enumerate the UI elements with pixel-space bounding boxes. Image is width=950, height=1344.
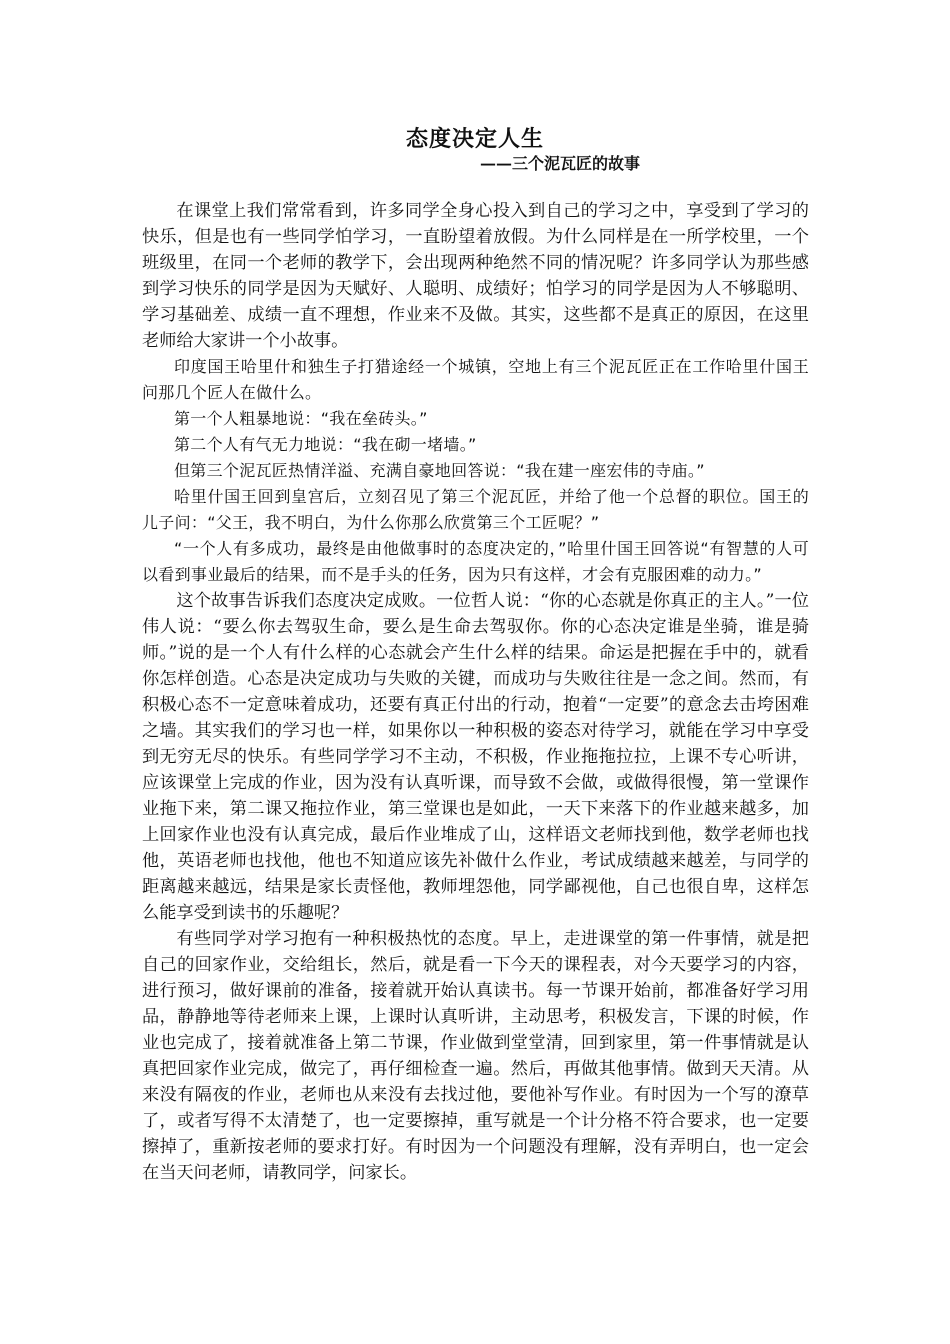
paragraph-lesson: 这个故事告诉我们态度决定成败。一位哲人说：“你的心态就是你真正的主人。”一位伟人说：“要么你去驾驭生命，要么是生命去驾驭你。你的心态决定谁是坐骑，谁是骑师。”说的是一个人有什么样的心态就会产生什么样的结果。命运是把握在手中的，就看你怎样创造。心态是决定成功与失败的关键，而成功与失败往往是一念之间。然而，有积极心态不一定意味着成功，还要有真正付出的行动，抱着“一定要”的意念去击垮困难之墙。其实我们的学习也一样，如果你以一种积极的姿态对待学习，就能在学习中享受到无穷无尽的快乐。有些同学学习不主动，不积极，作业拖拖拉拉，上课不专心听讲，应该课堂上完成的作业，因为没有认真听课，而导致不会做，或做得很慢，第一堂课作业拖下来，第二课又拖拉作业，第三堂课也是如此，一天下来落下的作业越来越多，加上回家作业也没有认真完成，最后作业堆成了山，这样语文老师找到他，数学老师也找他，英语老师也找他，他也不知道应该先补做什么作业，考试成绩越来越差，与同学的距离越来越远，结果是家长责怪他，教师埋怨他，同学鄙视他，自己也很自卑，这样怎么能享受到读书的乐趣呢？ [142, 591, 809, 923]
paragraph-positive-attitude: 有些同学对学习抱有一种积极热忱的态度。早上，走进课堂的第一件事情，就是把自己的回家作业，交给组长，然后，就是看一下今天的课程表，对今天要学习的内容，进行预习，做好课前的准备，接着就开始认真读书。每一节课开始前，都准备好学习用品，静静地等待老师来上课，上课时认真听讲，主动思考，积极发言，下课的时候，作业也完成了，接着就准备上第二节课，作业做到堂堂清，回到家里，第一件事情就是认真把回家作业完成，做完了，再仔细检查一遍。然后，再做其他事情。做到天天清。从来没有隔夜的作业，老师也从来没有去找过他，要他补写作业。有时因为一个写的潦草了，或者写得不太清楚了，也一定要擦掉，重写就是一个计分格不符合要求，也一定要擦掉了，重新按老师的要求打好。有时因为一个问题没有理解，没有弄明白，也一定会在当天问老师，请教同学，问家长。 [142, 929, 809, 1183]
page-title: 态度决定人生 [405, 126, 544, 152]
paragraph-story-1: 印度国王哈里什和独生子打猎途经一个城镇，空地上有三个泥瓦匠正在工作哈里什国王问那几个匠人在做什么。 [142, 357, 809, 402]
paragraph-story-6: “一个人有多成功，最终是由他做事时的态度决定的，”哈里什国王回答说“有智慧的人可以看到事业最后的结果，而不是手头的任务，因为只有这样，才会有克服困难的动力。” [142, 539, 809, 584]
page-subtitle: ——三个泥瓦匠的故事 [480, 154, 641, 173]
paragraph-story-3: 第二个人有气无力地说：“我在砌一堵墙。” [174, 435, 477, 454]
document-body [142, 198, 809, 1186]
paragraph-story-5: 哈里什国王回到皇宫后，立刻召见了第三个泥瓦匠，并给了他一个总督的职位。国王的儿子问：“父王，我不明白，为什么你那么欣赏第三个工匠呢？” [142, 487, 809, 532]
paragraph-intro: 在课堂上我们常常看到，许多同学全身心投入到自己的学习之中，享受到了学习的快乐，但是也有一些同学怕学习，一直盼望着放假。为什么同样是在一所学校里，一个班级里，在同一个老师的教学下，会出现两种绝然不同的情况呢？许多同学认为那些感到学习快乐的同学是因为天赋好、人聪明、成绩好；怕学习的同学是因为人不够聪明、学习基础差、成绩一直不理想，作业来不及做。其实，这些都不是真正的原因，在这里老师给大家讲一个小故事。 [142, 201, 809, 351]
paragraph-story-2: 第一个人粗暴地说：“我在垒砖头。” [174, 409, 428, 428]
paragraph-story-4: 但第三个泥瓦匠热情洋溢、充满自豪地回答说：“我在建一座宏伟的寺庙。” [174, 461, 705, 480]
